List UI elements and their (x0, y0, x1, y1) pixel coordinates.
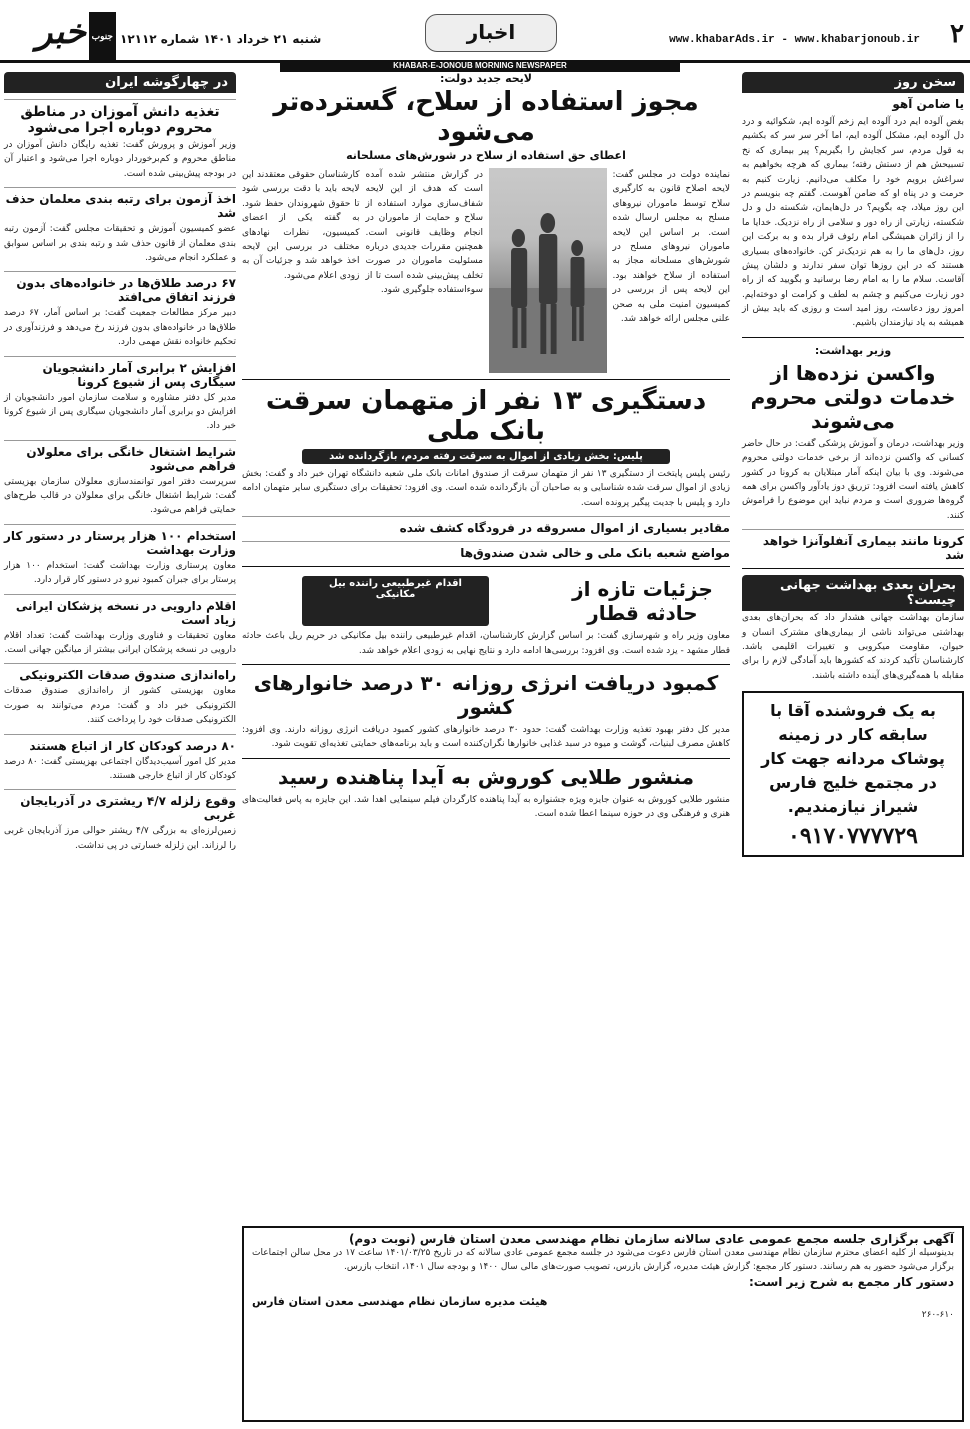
regional-news-title: شرایط اشتغال خانگی برای معلولان فراهم می‌شود (4, 440, 236, 473)
logo-text: خبر (35, 12, 87, 52)
notice-title: آگهی برگزاری جلسه مجمع عمومی عادی سالانه سازمان نظام مهندسی معدن استان فارس (نوبت دوم) (348, 1232, 954, 1246)
lead-headline: مجوز استفاده از سلاح، گسترده‌تر می‌شود (273, 87, 699, 147)
train-tag: اقدام غیرطبیعی راننده بیل مکانیکی (302, 576, 489, 626)
lead-body-col2: در گزارش منتشر شده آمده است که هدف از این لایحه شفاف‌سازی موارد استفاده از سلاح و حمایت از ماموران در انجام وظایف قانونی است. همچنین مقررات جدیدی درباره مسئولیت ماموران در صورت تخلف پیش‌بینی شده است تا از سوءاستفاده جلوگیری شود. (365, 170, 483, 296)
regional-news-body: دبیر مرکز مطالعات جمعیت گفت: بر اساس آمار، ۶۷ درصد طلاق‌ها در خانواده‌های بدون فرزند رخ می‌دهد و فرزندآوری در تحکیم خانواده نقش مهمی دارد. (4, 308, 236, 348)
vaccine-kicker: وزیر بهداشت: (814, 343, 892, 357)
regional-news-body: مدیر کل دفتر مشاوره و سلامت سازمان امور دانشجویان از افزایش دو برابری آمار دانشجویان سیگاری پس از شیوع کرونا خبر داد. (4, 392, 236, 432)
ribbon: KHABAR-E-JONOUB MORNING NEWSPAPER (280, 60, 680, 72)
energy-headline: کمبود دریافت انرژی روزانه ۳۰ درصد خانوارهای کشور (253, 670, 719, 719)
train-header (242, 573, 730, 629)
editorial-byline: یا ضامن آهو (892, 97, 964, 111)
notice-signature: هیئت مدیره سازمان نظام مهندسی معدن استان فارس (252, 1294, 548, 1308)
notice-code: ۲۶۰-۶۱۰ (921, 1309, 954, 1320)
soldiers-illustration (489, 168, 607, 373)
train-headline: جزئیات تازه از حادثه قطار (572, 577, 713, 626)
regional-news-body: مدیر کل امور آسیب‌دیدگان اجتماعی بهزیستی گفت: ۸۰ درصد کودکان کار از اتباع خارجی هستند. (4, 756, 236, 781)
divider (242, 664, 730, 665)
regional-news-body: عضو کمیسیون آموزش و تحقیقات مجلس گفت: آزمون رتبه بندی معلمان از قانون حذف شد و رتبه بندی بر اساس سوابق و عملکرد انجام می‌شود. (4, 224, 236, 263)
kourosh-body: منشور طلایی کوروش به عنوان جایزه ویژه جشنواره به آیدا پناهنده کارگردان فیلم سینمایی اهدا شد. این جایزه به پاس فعالیت‌های هنری و فرهنگی وی در حوزه سینما اعطا شده است. (242, 794, 730, 820)
lead-article-columns (242, 168, 730, 373)
center-column (242, 72, 730, 822)
regional-news-title: تغذیه دانش آموزان در مناطق محروم دوباره اجرا می‌شود (4, 99, 236, 136)
divider (242, 566, 730, 567)
energy-body: مدیر کل دفتر بهبود تغذیه وزارت بهداشت گفت: حدود ۳۰ درصد خانوارهای کشور کمبود دریافت انرژی روزانه دارند. وی افزود: کاهش مصرف لبنیات، گوشت و میوه در سبد غذایی خانوارها نگران‌کننده است و باید برنامه‌های حمایتی تغذیه‌ای تقویت شود. (242, 724, 730, 750)
train-body: معاون وزیر راه و شهرسازی گفت: بر اساس گزارش کارشناسان، اقدام غیرطبیعی راننده بیل مکانیکی در حریم ریل باعث حادثه قطار مشهد - یزد شده است. وی افزود: بررسی‌ها ادامه دارد و نتایج نهایی به زودی اعلام خواهد شد. (242, 631, 730, 656)
regional-news-body: وزیر آموزش و پرورش گفت: تغذیه رایگان دانش آموزان در مناطق محروم و کم‌برخوردار دوباره اجرا می‌شود و اعتبار آن در بودجه پیش‌بینی شده است. (4, 140, 236, 179)
job-ad-phone[interactable]: ۰۹۱۷۰۷۷۷۷۲۹ (788, 823, 918, 849)
newspaper-logo (6, 8, 116, 56)
vaccine-body: وزیر بهداشت، درمان و آموزش پزشکی گفت: در حال حاضر کسانی که واکسن نزده‌اند از برخی خدمات دولتی محروم می‌شوند. وی با بیان اینکه آمار مبتلایان به کرونا در کشور کاهش یافته است افزود: تزریق دوز یادآور واکسن برای همه گروه‌ها ضروری است و مردم نباید این موضوع را فراموش کنند. (742, 438, 964, 521)
right-column (742, 72, 964, 857)
bank-subhead-2: مقادیر بسیاری از اموال مسروقه در فرودگاه کشف شده (242, 516, 730, 535)
regional-box-title: در چهارگوشه ایران (4, 72, 236, 93)
health-body: سازمان بهداشت جهانی هشدار داد که بحران‌های بعدی بهداشتی می‌تواند ناشی از بیماری‌های مشترک انسان و حیوان، مقاومت میکروبی و تغییرات اقلیمی باشد. کارشناسان تأکید کردند که کشورها باید آمادگی لازم را برای مقابله با همه‌گیری‌های آینده داشته باشند. (742, 613, 964, 681)
lead-subhead: اعطای حق استفاده از سلاح در شورش‌های مسلحانه (346, 149, 626, 162)
regional-news-body: معاون پرستاری وزارت بهداشت گفت: استخدام ۱۰۰ هزار پرستار برای جبران کمبود نیرو در دستور کار قرار دارد. (4, 560, 237, 586)
kourosh-headline: منشور طلایی کوروش به آیدا پناهنده رسید (277, 764, 695, 789)
vaccine-headline: واکسن نزده‌ها از خدمات دولتی محروم می‌شوند (750, 360, 956, 433)
dateline: شنبه ۲۱ خرداد ۱۴۰۱ شماره ۱۲۱۱۲ (120, 32, 322, 46)
left-column (4, 72, 236, 853)
notice-body: بدینوسیله از کلیه اعضای محترم سازمان نظام مهندسی معدن استان فارس دعوت می‌شود در جلسه مجمع عمومی عادی سالانه که در تاریخ ۱۴۰۱/۰۳/۲۵ ساعت ۱۷ در محل سالن اجتماعات برگزار می‌شود حضور به هم رسانند. دستور کار مجمع: گزارش هیئت مدیره، گزارش بازرس، تصویب صورت‌های مالی سال ۱۴۰۰ و بودجه سال ۱۴۰۱، انتخاب بازرس. (252, 1248, 954, 1273)
bank-subhead-3: مواضع شعبه بانک ملی و خالی شدن صندوق‌ها (242, 541, 730, 560)
logo-tag: جنوب (89, 12, 116, 62)
bank-subhead: پلیس: بخش زیادی از اموال به سرقت رفته مردم، بازگردانده شد (302, 449, 670, 464)
section-title: اخبار (425, 14, 557, 52)
regional-news-body: معاون تحقیقات و فناوری وزارت بهداشت گفت: تعداد اقلام دارویی در نسخه پزشکان ایرانی بیشتر از میانگین جهانی است. (4, 630, 236, 656)
notice-subtitle: دستور کار مجمع به شرح زیر است: (748, 1274, 954, 1289)
editorial-body: بغض آلوده ایم درد آلوده ایم زخم آلوده ایم، شکوائیه و درد دل آلوده ایم، مشکل آلوده ایم، اما آخر سر سر که بکشیم به قول مردم، سر کجایش را بگیریم؟ پیر بیماری که نخ تسبیحش هم از دستش رفته؛ بیماری که هرچه بخواهیم به سراغش برویم خود را مکلف می‌دانیم. زیارت کنیم به حرمت و در پناه او که ضامن آهوست. گفتم چه بنویسم در این روز میلاد، چه بگویم؟ در دل‌هایمان، شکسته دل و دل شکسته، زیارتی از راه دور و سلامی از راه نزدیک. خدایا ما را از زائران همیشگی امام رئوف قرار بده و به برکت این روز، دل‌های ما را به هم نزدیک‌تر کن. خانواده‌های بسیاری هستند که در این روزها توان سفر ندارند و دلشان پیش آقاست. سلام ما را به امام رضا برسانید و بگویید که از راه دور زیارت می‌کنیم و چشم به لطف و کرامت او دوخته‌ایم. امروز روز دعاست، روز امید است و روزی که باید بیش از همیشه به یاد نیازمندان باشیم. (742, 117, 964, 329)
job-ad (742, 691, 964, 857)
divider (242, 758, 730, 759)
bank-headline: دستگیری ۱۳ نفر از متهمان سرقت بانک ملی (265, 386, 707, 446)
editorial-box-title: سخن روز (742, 72, 964, 93)
regional-news-title: اخذ آزمون برای رتبه بندی معلمان حذف شد (4, 187, 236, 220)
regional-news-title: ۶۷ درصد طلاق‌ها در خانواده‌های بدون فرزند اتفاق می‌افتد (4, 271, 236, 304)
regional-news-title: وقوع زلزله ۴/۷ ریشتری در آذربایجان غربی (4, 789, 236, 822)
masthead (0, 0, 970, 63)
health-headline: بحران بعدی بهداشت جهانی چیست؟ (742, 575, 964, 611)
page-number: ۲ (950, 18, 964, 48)
regional-news-body: زمین‌لرزه‌ای به بزرگی ۴/۷ ریشتر حوالی مرز آذربایجان غربی را لرزاند. این زلزله خسارتی در پی نداشت. (4, 826, 236, 851)
regional-news-title: اقلام دارویی در نسخه پزشکان ایرانی زیاد است (4, 594, 236, 627)
regional-news-body: سرپرست دفتر امور توانمندسازی معلولان سازمان بهزیستی گفت: شرایط اشتغال خانگی برای معلولان در قالب طرح‌های حمایتی فراهم می‌شود. (4, 476, 236, 516)
job-ad-text: به یک فروشنده آقا با سابقه کار در زمینه پوشاک مردانه جهت کار در مجتمع خلیج فارس شیراز نیازمندیم. (761, 701, 945, 817)
regional-news-title: افزایش ۲ برابری آمار دانشجویان سیگاری پس از شیوع کرونا (4, 356, 236, 389)
regional-news-title: ۸۰ درصد کودکان کار از اتباع هستند (4, 734, 236, 753)
site-url[interactable]: www.khabarAds.ir - www.khabarjonoub.ir (669, 34, 920, 46)
divider (242, 379, 730, 380)
soldiers-photo (489, 168, 607, 373)
lead-kicker: لایحه جدید دولت: (439, 72, 532, 85)
regional-news-title: استخدام ۱۰۰ هزار پرستار در دستور کار وزارت بهداشت (4, 524, 236, 557)
bank-body: رئیس پلیس پایتخت از دستگیری ۱۳ نفر از متهمان سرقت از صندوق امانات بانک ملی شعبه دانشگاه تهران خبر داد و گفت: بخش زیادی از اموال سرقت شده شناسایی و به صاحبان آن بازگردانده شده است. وی افزود: تحقیقات برای دستگیری سایر متهمان ادامه دارد و پلیس با جدیت پیگیر پرونده است. (242, 469, 730, 508)
lead-body-col1: نماینده دولت در مجلس گفت: لایحه اصلاح قانون به کارگیری سلاح توسط ماموران نیروهای مسلح به مجلس ارسال شده است. بر اساس این لایحه ماموران نیروهای مسلح در شورش‌های مسلحانه مجاز به استفاده از سلاح خواهند بود. این لایحه پس از بررسی در کمیسیون امنیت ملی به صحن علنی مجلس ارائه خواهد شد. (612, 170, 730, 324)
regional-news-list (4, 99, 236, 853)
divider (742, 568, 964, 569)
regional-news-body: معاون بهزیستی کشور از راه‌اندازی صندوق صدقات الکترونیکی خبر داد و گفت: مردم می‌توانند به صورت الکترونیکی صدقات خود را پرداخت کنند. (4, 686, 236, 726)
vaccine-subhead: کرونا مانند بیماری آنفلوآنزا خواهد شد (742, 529, 964, 562)
assembly-notice (242, 1226, 964, 1422)
divider (742, 337, 964, 338)
lead-body-col3: کارشناسان حقوقی معتقدند این لایحه باید با دقت بررسی شود تا حقوق شهروندان حفظ شود. به گفته یکی از اعضای کمیسیون، نظرات نهادهای مختلف در بررسی این لایحه اخذ خواهد شد و جزئیات آن به زودی اعلام می‌شود. (242, 170, 360, 281)
regional-news-title: راه‌اندازی صندوق صدقات الکترونیکی (4, 663, 236, 682)
